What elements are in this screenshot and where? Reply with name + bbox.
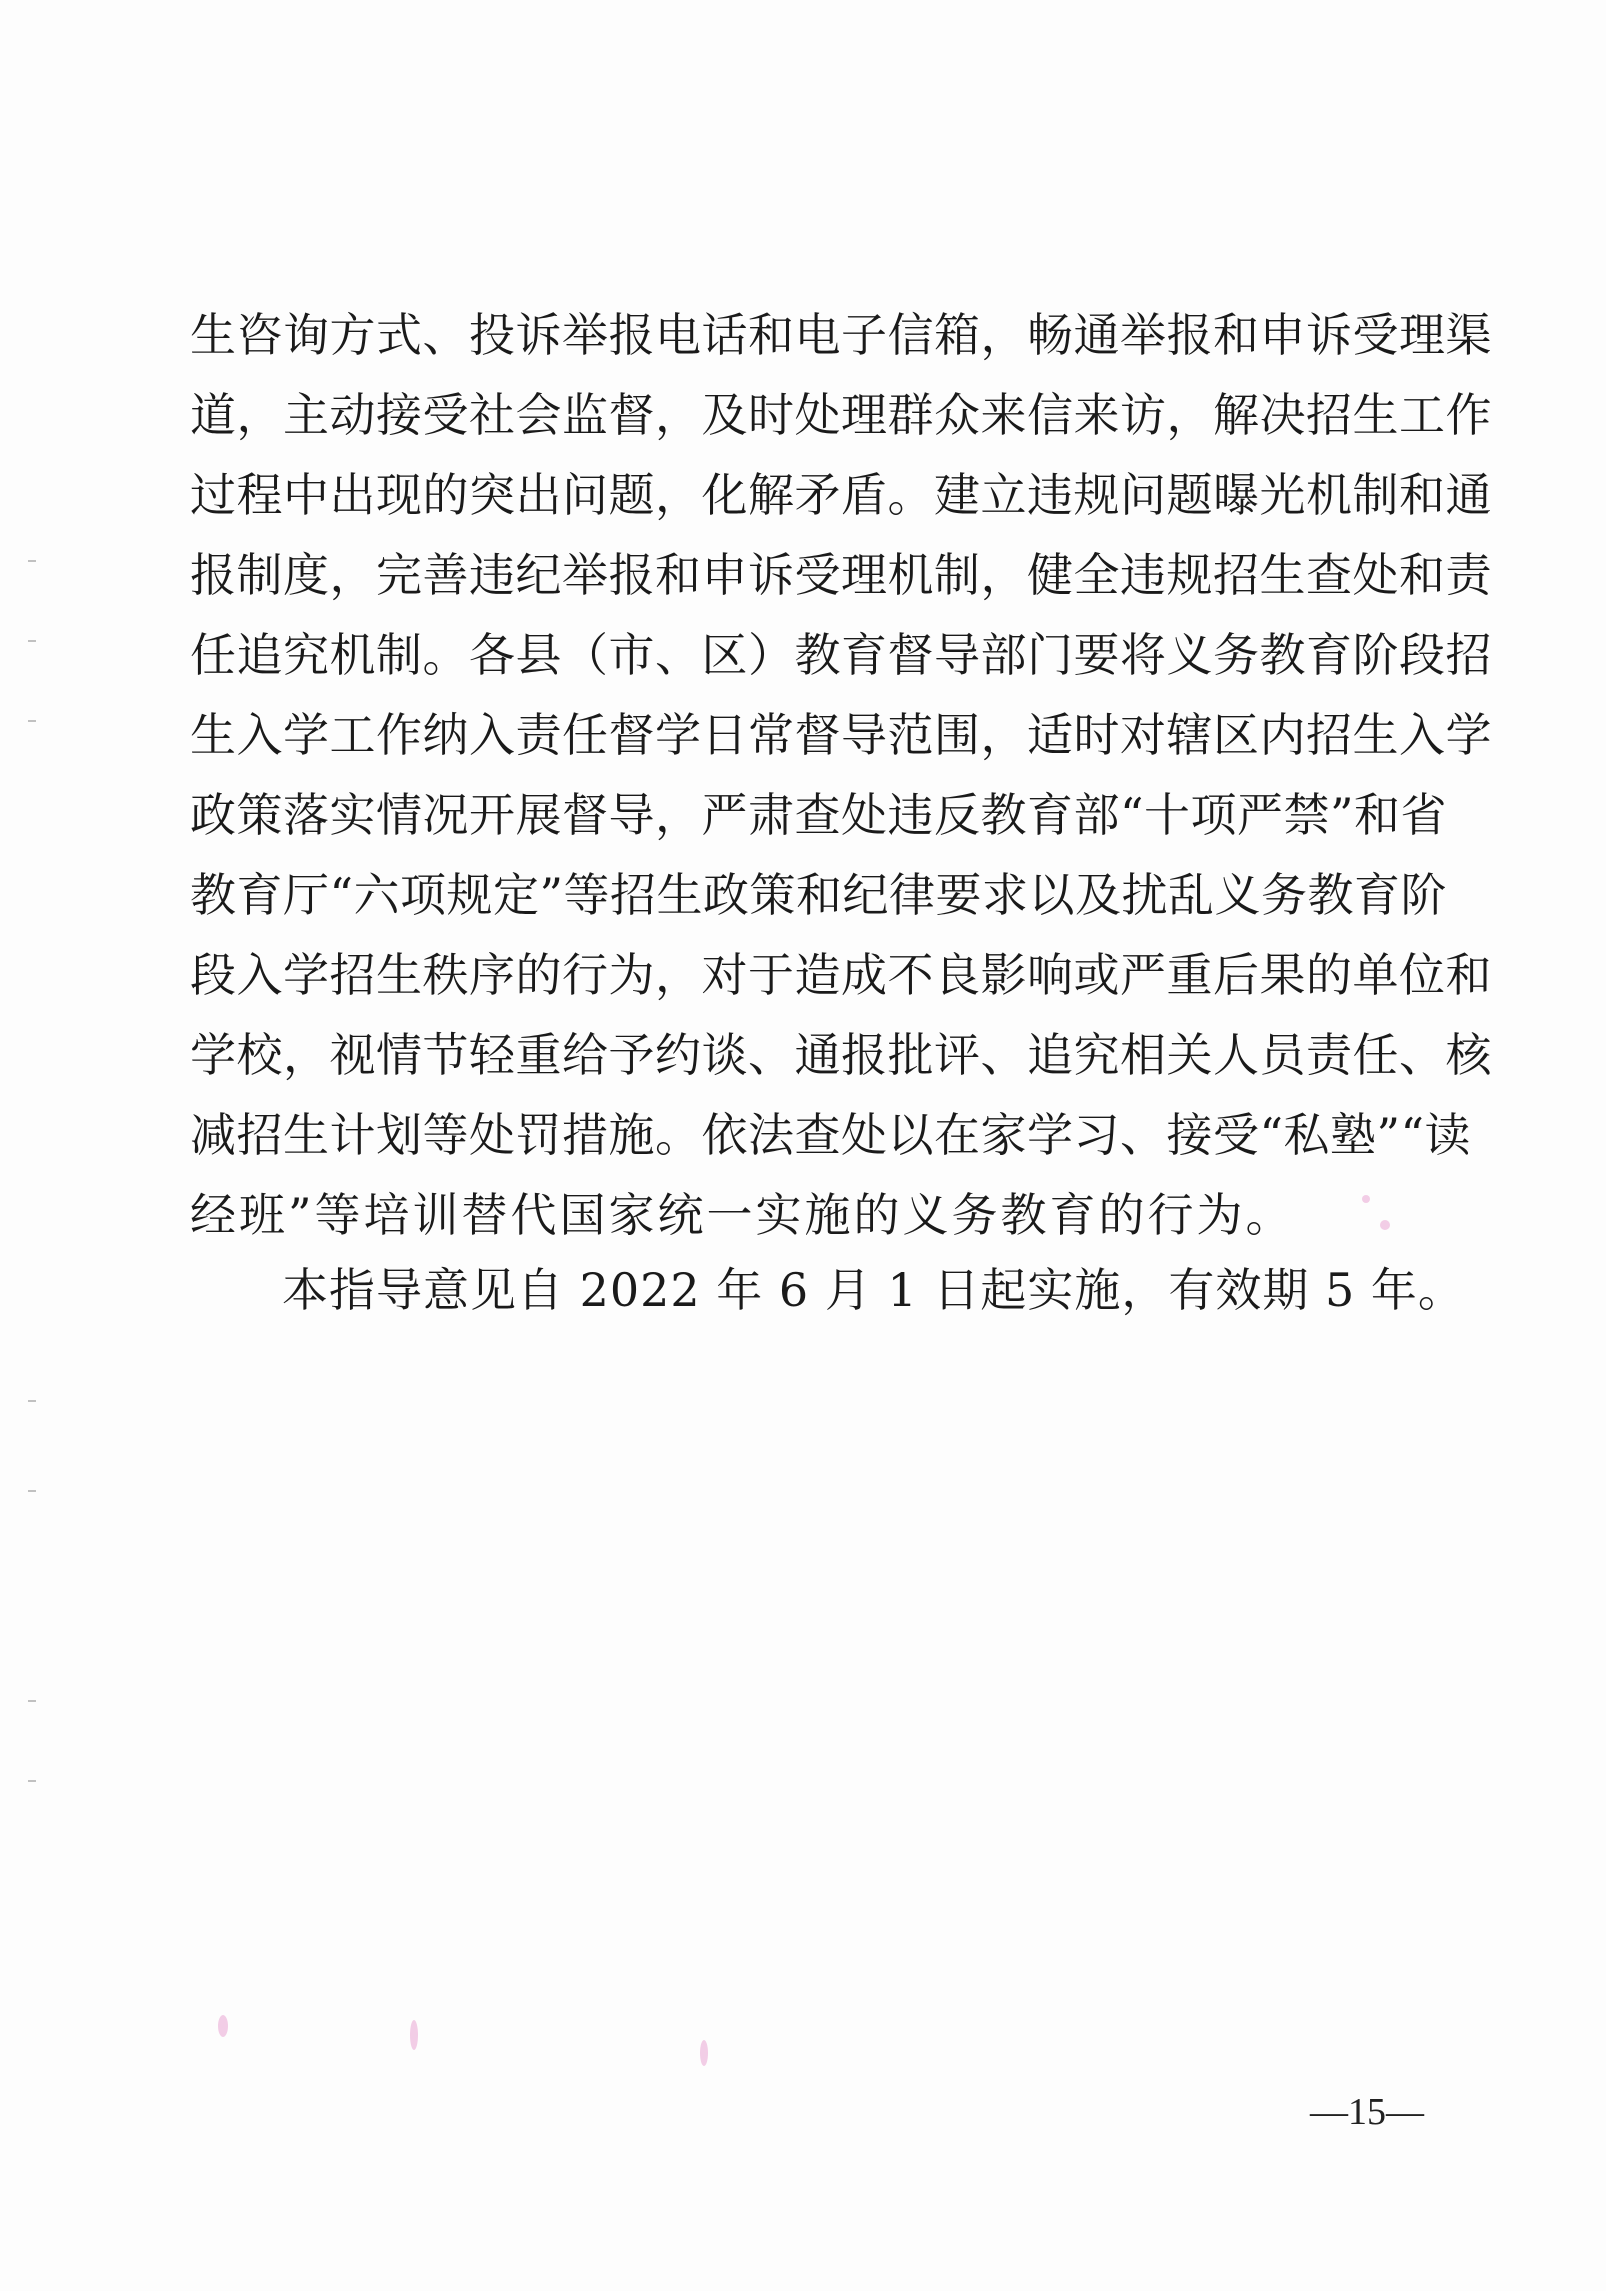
scan-speck [28,640,36,642]
paragraph-line: 减招生计划等处罚措施。依法查处以在家学习、接受“私塾”“读 [190,1108,1472,1162]
closing-sentence: 本指导意见自 2022 年 6 月 1 日起实施，有效期 5 年。 [282,1263,1465,1317]
scan-speck [410,2020,418,2050]
paragraph-line: 过程中出现的突出问题，化解矛盾。建立违规问题曝光机制和通 [190,468,1492,522]
paragraph-line: 任追究机制。各县（市、区）教育督导部门要将义务教育阶段招 [190,628,1492,682]
scan-speck [28,720,36,722]
paragraph-line: 教育厅“六项规定”等招生政策和纪律要求以及扰乱义务教育阶 [190,868,1448,922]
paragraph-line: 生入学工作纳入责任督学日常督导范围，适时对辖区内招生入学 [190,708,1492,762]
scan-speck [28,1700,36,1702]
scan-speck [1362,1195,1370,1203]
scan-speck [28,1400,36,1402]
paragraph-line: 报制度，完善违纪举报和申诉受理机制，健全违规招生查处和责 [190,548,1492,602]
paragraph-line: 学校，视情节轻重给予约谈、通报批评、追究相关人员责任、核 [190,1028,1492,1082]
body-paragraph [190,295,1492,1255]
paragraph-line: 段入学招生秩序的行为，对于造成不良影响或严重后果的单位和 [190,948,1492,1002]
scan-speck [218,2015,228,2037]
paragraph-line: 道，主动接受社会监督，及时处理群众来信来访，解决招生工作 [190,388,1492,442]
scan-speck [700,2040,708,2066]
scan-speck [28,1780,36,1782]
scan-speck [1380,1220,1390,1230]
paragraph-line: 生咨询方式、投诉举报电话和电子信箱，畅通举报和申诉受理渠 [190,308,1492,362]
page-number: —15— [1310,2091,1424,2133]
scan-speck [28,560,36,562]
paragraph-line: 政策落实情况开展督导，严肃查处违反教育部“十项严禁”和省 [190,788,1448,842]
scan-speck [28,1490,36,1492]
paragraph-line: 经班”等培训替代国家统一实施的义务教育的行为。 [190,1188,1295,1242]
